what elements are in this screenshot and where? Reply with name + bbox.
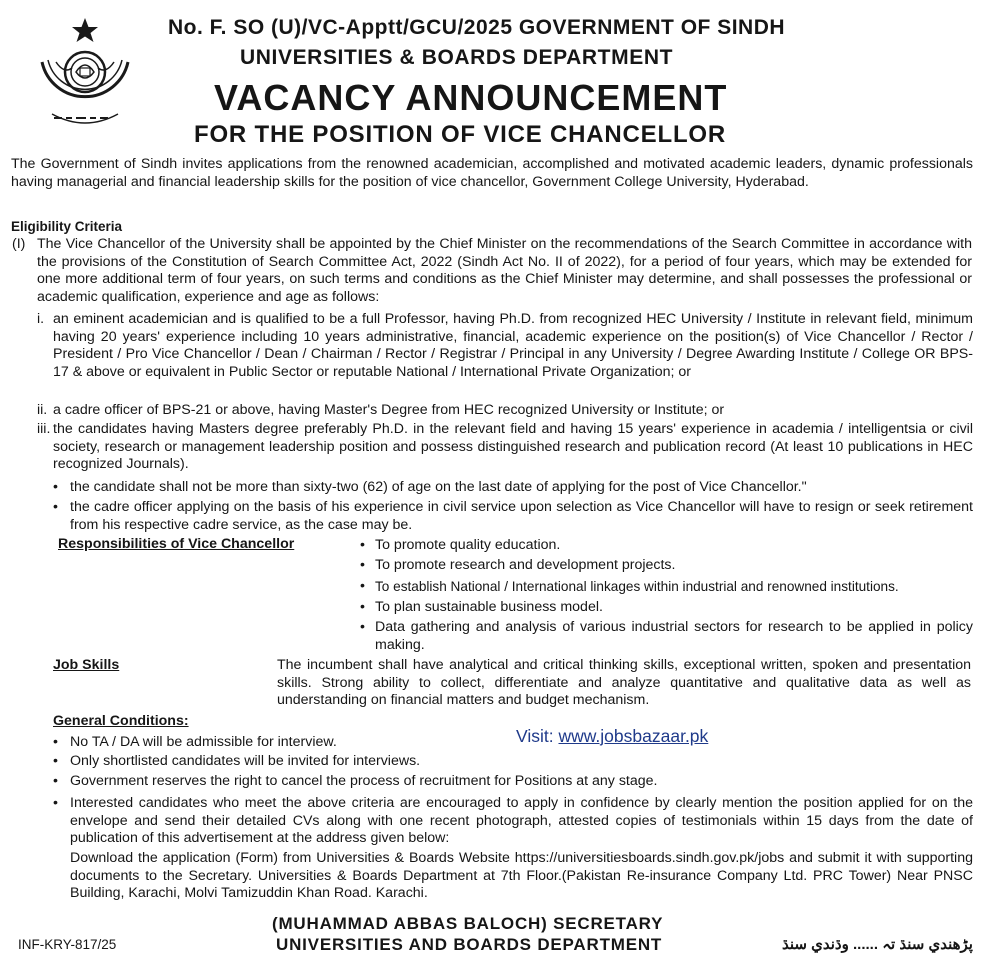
bullet-icon: •	[360, 557, 365, 573]
bullet-icon: •	[53, 499, 58, 515]
eligibility-roman-label: (I)	[12, 236, 26, 252]
bullet-icon: •	[53, 753, 58, 769]
criteria-label-i: i.	[37, 311, 45, 327]
bullet-icon: •	[53, 479, 58, 495]
sindh-emblem-logo	[24, 14, 146, 134]
eligibility-paragraph: The Vice Chancellor of the University shall be appointed by the Chief Minister on the recommendations of the Search Committee in accordance with the provisions of the Constitution of Search Committee Act, 2022 (Sindh Act No. II of 2022), for a period of four years, which may be extended for one more additional term of four years, on such terms and conditions as the Chief Minister may determine, and shall possesses the professional or academic qualification, experience and age as follows:	[37, 236, 972, 305]
reference-number: INF-KRY-817/25	[18, 937, 117, 952]
bullet-icon: •	[360, 537, 365, 553]
header-department: UNIVERSITIES & BOARDS DEPARTMENT	[240, 46, 674, 69]
general-condition-item: Only shortlisted candidates will be invited for interviews.	[70, 753, 421, 769]
general-condition-item: Interested candidates who meet the above criteria are encouraged to apply in confidence by clearly mention the position applied for on the envelope and send their detailed CVs along with one recent photograph, attested copies of testimonials within 15 days from the date of publication of this advertisement at the address given below:	[70, 795, 973, 846]
jobsbazaar-link[interactable]: www.jobsbazaar.pk	[558, 726, 709, 746]
bullet-icon: •	[360, 578, 365, 594]
job-skills-heading: Job Skills	[53, 657, 120, 673]
announcement-title: VACANCY ANNOUNCEMENT	[214, 77, 728, 118]
responsibility-item: To establish National / International linkages within industrial and renowned institutions.	[375, 579, 899, 594]
bullet-icon: •	[53, 795, 58, 811]
visit-label: Visit:	[516, 726, 554, 746]
general-condition-item: Government reserves the right to cancel the process of recruitment for Positions at any stage.	[70, 773, 658, 789]
download-instructions: Download the application (Form) from Universities & Boards Website https://universitiesboards.sindh.gov.pk/jobs and submit it with supporting documents to the Secretary. Universities & Boards Department at 7th Floor.(Pakistan Re-insurance Company Ltd. PRC Tower) Near PNSC Building, Karachi, Molvi Tamizuddin Khan Road. Karachi.	[70, 850, 973, 901]
eligibility-bullet-cadre: the cadre officer applying on the basis of his experience in civil service upon selection as Vice Chancellor will have to resign or seek retirement from his respective cadre service, as the case may be.	[70, 499, 973, 533]
responsibility-item: To plan sustainable business model.	[375, 599, 603, 615]
general-condition-item: No TA / DA will be admissible for interview.	[70, 734, 337, 750]
job-skills-text: The incumbent shall have analytical and critical thinking skills, exceptional written, spoken and presentation skills. Strong ability to collect, differentiate and analyze quantitative and qualitative data as well as understanding on financial matters and budget mechanism.	[277, 657, 971, 708]
criteria-label-iii: iii.	[37, 421, 51, 437]
signatory-name: (MUHAMMAD ABBAS BALOCH) SECRETARY	[272, 914, 664, 933]
header-reference-line: No. F. SO (U)/VC-Apptt/GCU/2025 GOVERNMENT OF SINDH	[168, 16, 786, 39]
eligibility-bullet-age: the candidate shall not be more than sixty-two (62) of age on the last date of applying for the post of Vice Chancellor."	[70, 479, 807, 495]
responsibility-item: To promote research and development projects.	[375, 557, 676, 573]
sindhi-motto: پڑھندي سنڌ تہ ...... وڌندي سنڌ	[782, 936, 973, 953]
general-conditions-heading: General Conditions:	[53, 713, 189, 729]
bullet-icon: •	[53, 773, 58, 789]
criteria-item-ii: a cadre officer of BPS-21 or above, having Master's Degree from HEC recognized University or Institute; or	[53, 402, 725, 418]
intro-paragraph: The Government of Sindh invites applications from the renowned academician, accomplished and motivated academic leaders, dynamic professionals having managerial and financial leadership skills for the position of vice chancellor, Government College University, Hyderabad.	[11, 156, 973, 190]
announcement-subtitle: FOR THE POSITION OF VICE CHANCELLOR	[194, 121, 727, 148]
bullet-icon: •	[53, 734, 58, 750]
responsibilities-heading: Responsibilities of Vice Chancellor	[58, 536, 295, 552]
criteria-item-iii: the candidates having Masters degree preferably Ph.D. in the relevant field and having 15 years' experience in academia / intelligentsia or civil society, research or management leadership position and possess distinguished research and publication record (At least 10 publications in HEC recognized Journals).	[53, 421, 973, 472]
responsibility-item: To promote quality education.	[375, 537, 561, 553]
signatory-department: UNIVERSITIES AND BOARDS DEPARTMENT	[276, 935, 663, 954]
bullet-icon: •	[360, 599, 365, 615]
eligibility-heading: Eligibility Criteria	[11, 219, 123, 234]
responsibility-item: Data gathering and analysis of various industrial sectors for research to be applied in policy making.	[375, 619, 973, 653]
bullet-icon: •	[360, 619, 365, 635]
criteria-item-i: an eminent academician and is qualified to be a full Professor, having Ph.D. from recognized HEC University / Institute in relevant field, minimum having 20 years' experience including 10 years administrative, financial, academic experience on the position(s) of Vice Chancellor / Rector / President / Pro Vice Chancellor / Dean / Chairman / Rector / Registrar / Principal in any University / Degree Awarding Institute / College OR BPS-17 & above or equivalent in Public Sector or reputable National / International Private Organization; or	[53, 311, 973, 380]
criteria-label-ii: ii.	[37, 402, 48, 418]
